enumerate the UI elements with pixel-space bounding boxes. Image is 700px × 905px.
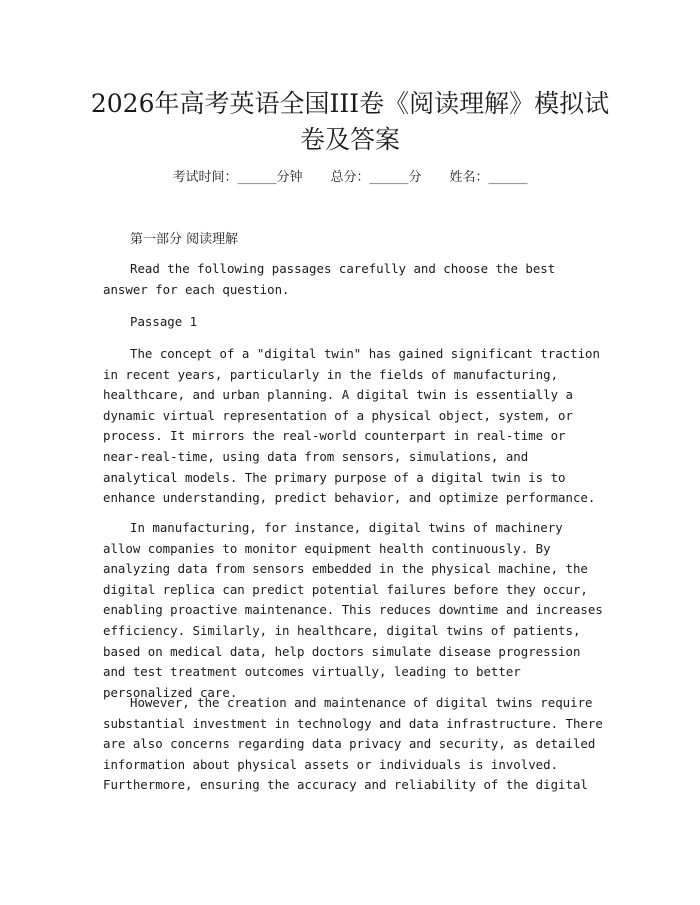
passage-paragraph-1: The concept of a "digital twin" has gained significant traction in recent years, particularly in the fields of manufacturing, healthcare, and urban planning. A digital twin is essentially a dynamic virtual representation of a physical object, system, or process. It mirrors the real-world counterpart in real-time or near-real-time, using data from sensors, simulations, and analytical models. The primary purpose of a digital twin is to enhance understanding, predict behavior, and optimize performance. bbox=[103, 346, 600, 506]
name-field: 姓名：______ bbox=[449, 170, 528, 185]
document-title: 2026年高考英语全国III卷《阅读理解》模拟试卷及答案 bbox=[90, 89, 610, 154]
section-heading: 第一部分 阅读理解 bbox=[130, 232, 239, 247]
passage-paragraph-3: However, the creation and maintenance of digital twins require substantial investment in technology and data infrastructure. There are also concerns regarding data privacy and security, as detailed information about physical assets or individuals is involved. Furthermore, ensuring the accuracy and reliability of the digital bbox=[103, 695, 603, 793]
exam-info-line bbox=[0, 169, 700, 187]
instructions: Read the following passages carefully and choose the best answer for each question. bbox=[103, 261, 556, 297]
passage-paragraph-2: In manufacturing, for instance, digital twins of machinery allow companies to monitor equipment health continuously. By analyzing data from sensors embedded in the physical machine, the digital replica can predict potential failures before they occur, enabling proactive maintenance. This reduces downtime and increases efficiency. Similarly, in healthcare, digital twins of patients, based on medical data, help doctors simulate disease progression and test treatment outcomes virtually, leading to better personalized care. bbox=[103, 520, 603, 700]
passage-label: Passage 1 bbox=[130, 314, 198, 329]
exam-time-field: 考试时间：______分钟 bbox=[172, 170, 303, 185]
total-score-field: 总分：______分 bbox=[330, 170, 422, 185]
